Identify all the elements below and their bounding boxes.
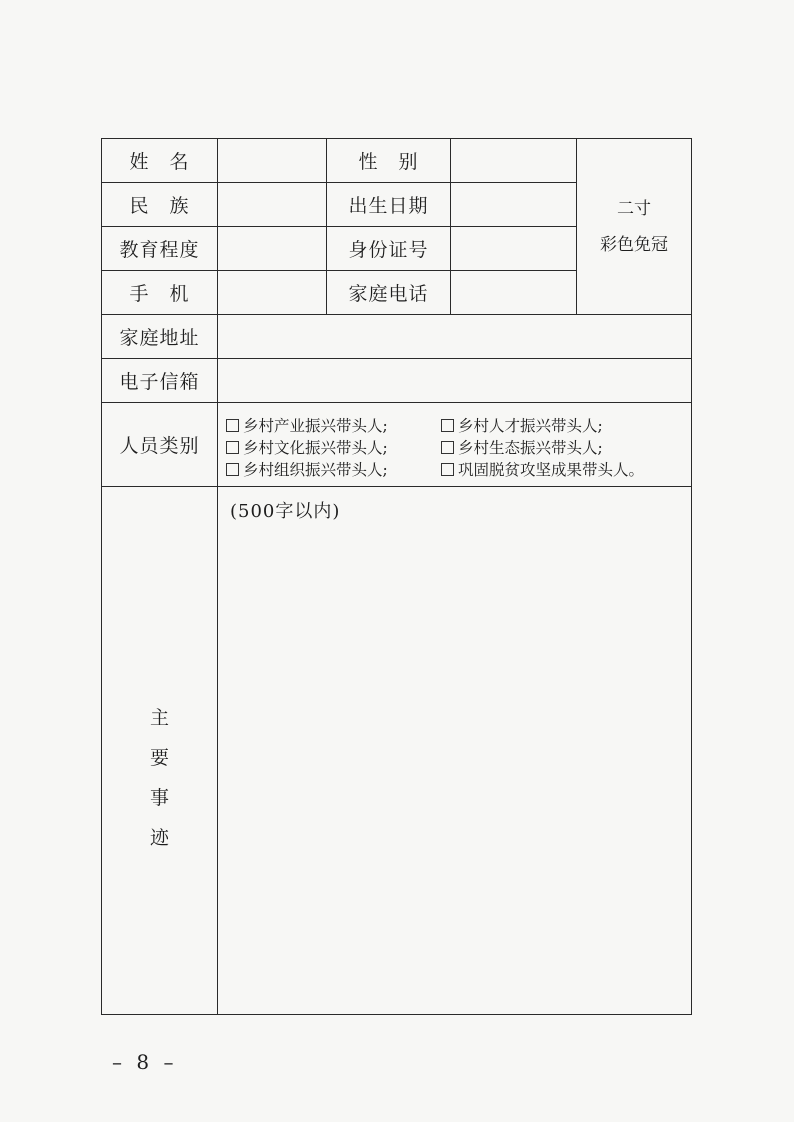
category-option[interactable]: 巩固脱贫攻坚成果带头人。	[441, 459, 644, 481]
email-field[interactable]	[218, 359, 692, 403]
id-number-label: 身份证号	[327, 227, 451, 271]
category-option[interactable]: 乡村组织振兴带头人;	[226, 459, 441, 481]
home-phone-label: 家庭电话	[327, 271, 451, 315]
category-option[interactable]: 乡村产业振兴带头人;	[226, 415, 441, 437]
main-deeds-field[interactable]	[218, 487, 692, 1015]
category-label: 人员类别	[102, 403, 218, 487]
ethnicity-field[interactable]	[218, 183, 327, 227]
education-field[interactable]	[218, 227, 327, 271]
address-field[interactable]	[218, 315, 692, 359]
address-label: 家庭地址	[102, 315, 218, 359]
birth-date-field[interactable]	[451, 183, 577, 227]
category-option[interactable]: 乡村人才振兴带头人;	[441, 415, 603, 437]
name-field[interactable]	[218, 139, 327, 183]
checkbox-icon[interactable]	[441, 441, 454, 454]
email-label: 电子信箱	[102, 359, 218, 403]
category-option[interactable]: 乡村文化振兴带头人;	[226, 437, 441, 459]
mobile-label: 手 机	[102, 271, 218, 315]
photo-box[interactable]	[577, 139, 692, 315]
education-label: 教育程度	[102, 227, 218, 271]
mobile-field[interactable]	[218, 271, 327, 315]
checkbox-icon[interactable]	[441, 419, 454, 432]
home-phone-field[interactable]	[451, 271, 577, 315]
checkbox-icon[interactable]	[441, 463, 454, 476]
checkbox-icon[interactable]	[226, 441, 239, 454]
checkbox-icon[interactable]	[226, 419, 239, 432]
id-number-field[interactable]	[451, 227, 577, 271]
category-options	[218, 403, 692, 487]
checkbox-icon[interactable]	[226, 463, 239, 476]
birth-date-label: 出生日期	[327, 183, 451, 227]
main-deeds-label: 主 要 事 迹	[102, 487, 218, 1015]
category-option[interactable]: 乡村生态振兴带头人;	[441, 437, 603, 459]
deeds-length-hint: (500字以内)	[230, 501, 341, 522]
gender-field[interactable]	[451, 139, 577, 183]
gender-label: 性 别	[327, 139, 451, 183]
name-label: 姓 名	[102, 139, 218, 183]
photo-type-text: 彩色免冠	[600, 234, 668, 255]
photo-size-text: 二寸	[617, 198, 651, 219]
page-number: – 8 –	[112, 1050, 178, 1074]
ethnicity-label: 民 族	[102, 183, 218, 227]
registration-form-table	[101, 138, 692, 1015]
